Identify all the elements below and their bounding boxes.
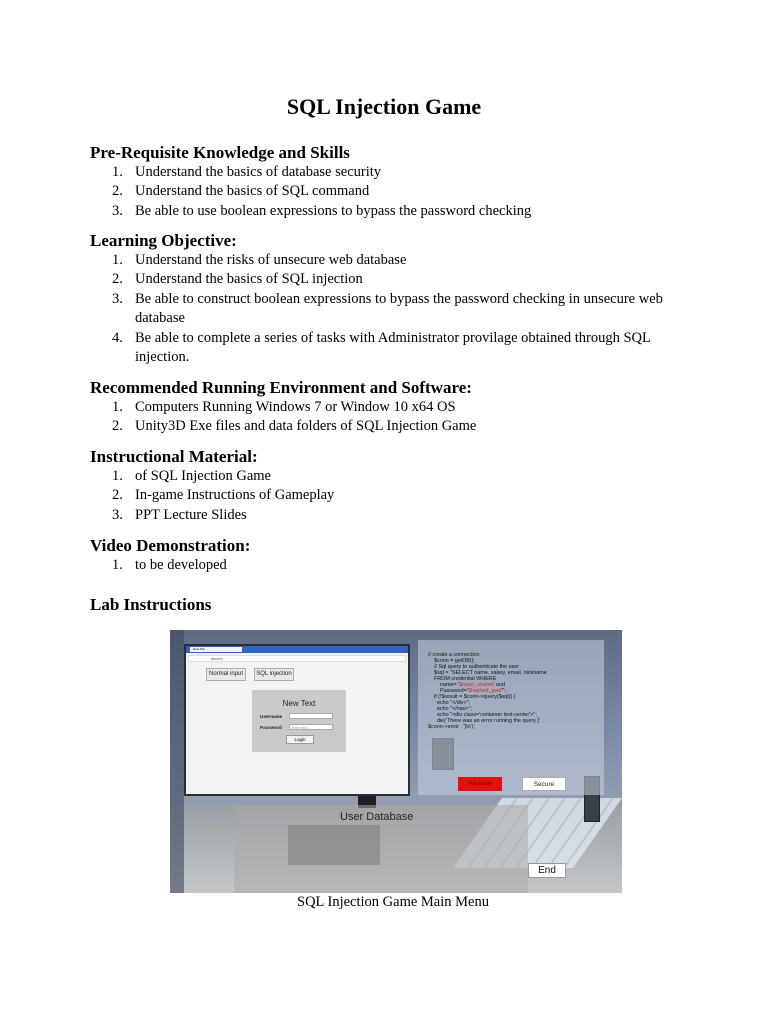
section-heading: Instructional Material:	[90, 447, 258, 466]
login-panel	[252, 690, 346, 752]
figure-caption: SQL Injection Game Main Menu	[297, 894, 489, 910]
sql-injection-button: SQL injection	[254, 668, 294, 681]
list-item: 2. In-game Instructions of Gameplay	[112, 487, 335, 504]
browser-tab-bar	[186, 646, 408, 653]
login-button: Login	[286, 735, 314, 744]
numbered-list	[90, 398, 690, 437]
vulnerable-button: Vulnerable	[458, 777, 502, 791]
list-item: 1. Understand the basics of database security	[112, 164, 382, 180]
browser-tab: New Tab	[190, 647, 242, 652]
end-button: End	[528, 863, 566, 878]
section-heading: Pre-Requisite Knowledge and Skills	[90, 143, 350, 162]
game-screenshot	[170, 630, 622, 893]
list-item: 3. PPT Lecture Slides	[112, 506, 247, 523]
list-item: 3. Be able to use boolean expressions to bypass the password checking	[112, 202, 532, 219]
user-database-label: User Database	[340, 811, 414, 823]
list-item: 2. Unity3D Exe files and data folders of SQL Injection Game	[112, 418, 477, 435]
numbered-list	[90, 163, 690, 221]
numbered-list	[90, 467, 690, 525]
list-item: 2. Understand the basics of SQL injection	[112, 271, 363, 288]
desk	[288, 825, 380, 865]
section-learning-objective	[90, 231, 690, 367]
browser-window	[184, 644, 410, 796]
login-title: New Text	[282, 699, 316, 708]
wall	[170, 630, 184, 893]
document-title: SQL Injection Game	[286, 94, 482, 119]
browser-address-bar: about:b	[188, 655, 406, 662]
list-item: 1. Understand the risks of unsecure web database	[112, 252, 407, 268]
normal-input-button: Normal input	[206, 668, 246, 681]
password-field: Enter text...	[289, 724, 333, 730]
list-item: 1. Computers Running Windows 7 or Window 10 x64 OS	[112, 399, 456, 415]
list-item: 1. of SQL Injection Game	[112, 468, 271, 484]
section-heading: Video Demonstration:	[90, 536, 251, 555]
section-running-environment	[90, 378, 690, 437]
list-item: 3. Be able to construct boolean expressions to bypass the password checking in unsecure web database	[112, 290, 663, 327]
numbered-list	[90, 556, 690, 575]
secure-button: Secure	[522, 777, 566, 791]
username-field	[289, 713, 333, 719]
list-item: 4. Be able to complete a series of tasks with Administrator provilage obtained through SQL injection.	[112, 329, 651, 366]
list-item: 2. Understand the basics of SQL command	[112, 183, 370, 200]
section-video-demonstration	[90, 536, 690, 575]
section-prerequisites	[90, 143, 690, 221]
section-heading: Recommended Running Environment and Software:	[90, 378, 472, 397]
list-item: 1. to be developed	[112, 557, 227, 573]
php-code: // create a connection $conn = getDB(); // Sql query to authenticate the user $sql = "SELECT name, salary, email, nickname FROM credential WHERE name= '$input_uname' and Password='$hashed_pwd'"; if (!$result = $conn->query($sql)) { echo "</div>"; echo "</nav>"; echo "<div class='container text-center'>"; die('There was an error running the query [' . $conn->error . ']\n');	[428, 652, 547, 730]
section-heading: Learning Objective:	[90, 231, 237, 250]
password-label: Password	[260, 725, 282, 730]
lab-instructions-heading: Lab Instructions	[90, 595, 212, 614]
username-label: Username	[260, 714, 283, 719]
numbered-list	[90, 251, 690, 367]
section-instructional-material	[90, 447, 690, 525]
